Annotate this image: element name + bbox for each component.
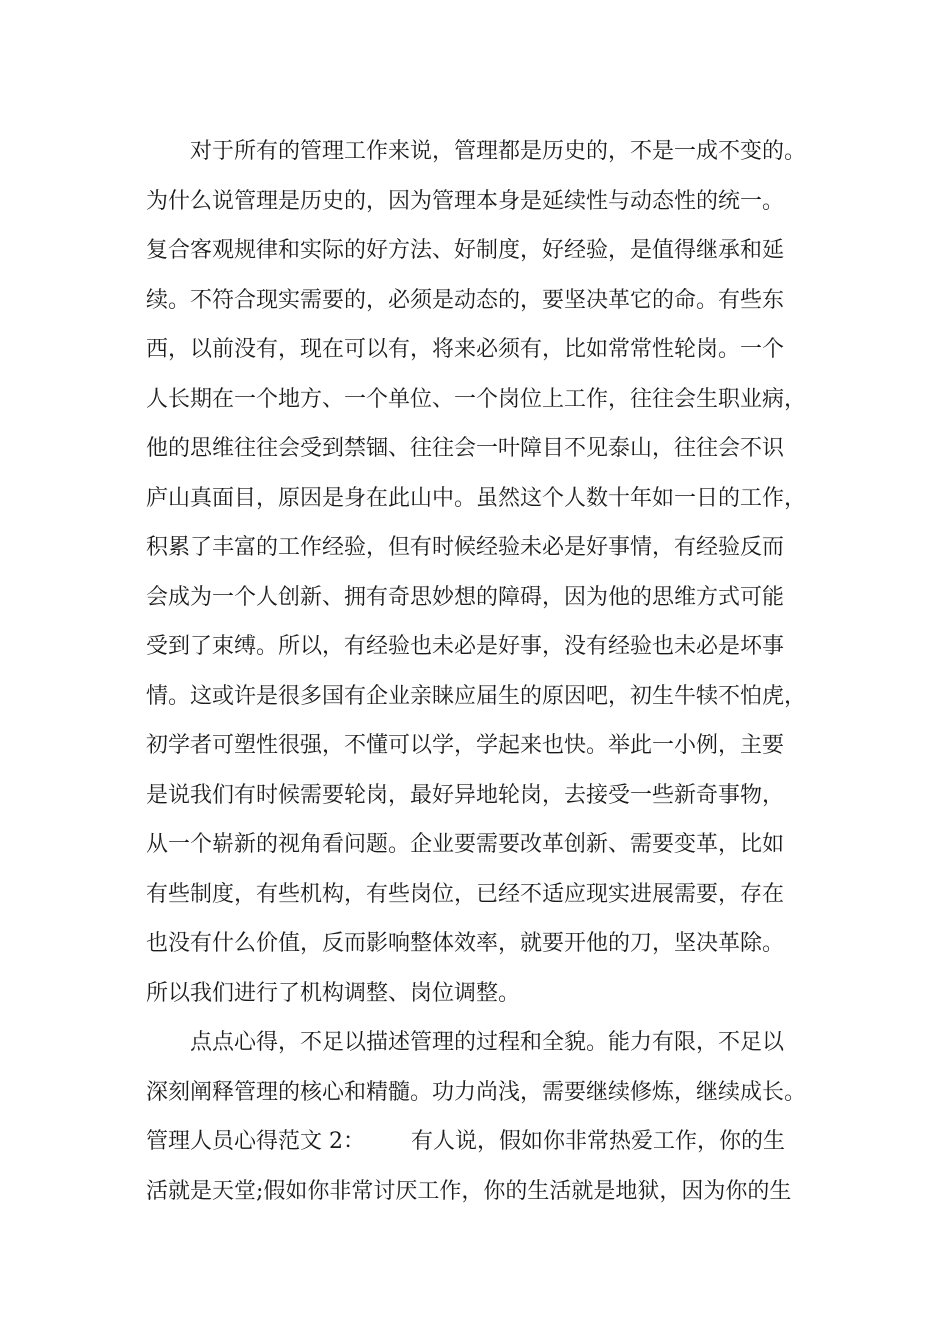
paragraph-line: 庐山真面目，原因是身在此山中。虽然这个人数十年如一日的工作，	[146, 485, 807, 511]
paragraph-line: 是说我们有时候需要轮岗，最好异地轮岗，去接受一些新奇事物，	[146, 782, 785, 808]
section-heading: 管理人员心得范文 2：	[146, 1129, 365, 1154]
paragraph-line: 活就是天堂;假如你非常讨厌工作，你的生活就是地狱，因为你的生	[146, 1178, 792, 1204]
paragraph-line: 从一个崭新的视角看问题。企业要需要改革创新、需要变革，比如	[146, 832, 785, 857]
paragraph-line: 续。不符合现实需要的，必须是动态的，要坚决革它的命。有些东	[146, 287, 785, 313]
paragraph-line: 人长期在一个地方、一个单位、一个岗位上工作，往往会生职业病，	[146, 386, 807, 412]
paragraph-line: 受到了束缚。所以，有经验也未必是好事，没有经验也未必是坏事	[146, 634, 785, 659]
paragraph-line: 西，以前没有，现在可以有，将来必须有，比如常常性轮岗。一个	[146, 337, 785, 362]
paragraph-line: 为什么说管理是历史的，因为管理本身是延续性与动态性的统一。	[146, 188, 785, 214]
document-body	[146, 127, 826, 1216]
paragraph-line: 复合客观规律和实际的好方法、好制度，好经验，是值得继承和延	[146, 238, 785, 263]
paragraph-line: 深刻阐释管理的核心和精髓。功力尚浅，需要继续修炼，继续成长。	[146, 1079, 807, 1105]
paragraph-line: 情。这或许是很多国有企业亲睐应届生的原因吧，初生牛犊不怕虎，	[146, 683, 807, 709]
paragraph-line: 也没有什么价值，反而影响整体效率，就要开他的刀，坚决革除。	[146, 931, 785, 956]
paragraph-line: 会成为一个人创新、拥有奇思妙想的障碍，因为他的思维方式可能	[146, 584, 785, 610]
paragraph-line: 有些制度，有些机构，有些岗位，已经不适应现实进展需要，存在	[146, 881, 785, 907]
paragraph-line: 对于所有的管理工作来说，管理都是历史的，不是一成不变的。	[190, 139, 807, 164]
paragraph-line: 积累了丰富的工作经验，但有时候经验未必是好事情，有经验反而	[146, 535, 785, 560]
paragraph-line: 初学者可塑性很强，不懂可以学，学起来也快。举此一小例，主要	[146, 733, 785, 758]
paragraph-text: 有人说，假如你非常热爱工作，你的生	[411, 1129, 786, 1154]
paragraph-line: 点点心得，不足以描述管理的过程和全貌。能力有限，不足以	[190, 1030, 785, 1055]
heading-line	[146, 1117, 826, 1167]
paragraph-line: 他的思维往往会受到禁锢、往往会一叶障目不见泰山，往往会不识	[146, 436, 785, 461]
paragraph-line: 所以我们进行了机构调整、岗位调整。	[146, 980, 521, 1006]
